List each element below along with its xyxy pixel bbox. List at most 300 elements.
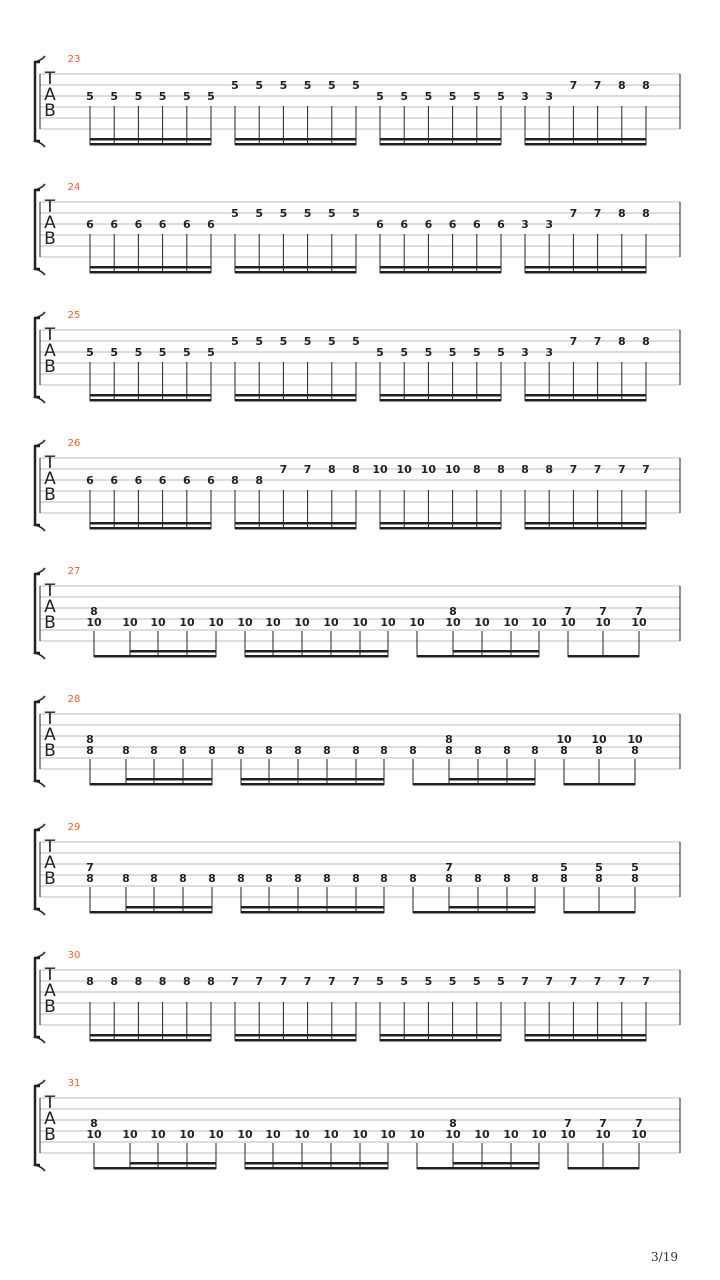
- fret-number: 10: [627, 733, 643, 746]
- fret-number: 10: [179, 616, 195, 629]
- fret-number: 5: [207, 90, 215, 103]
- fret-number: 3: [521, 346, 529, 359]
- tab-clef-letter: A: [44, 981, 56, 1001]
- fret-number: 5: [448, 90, 457, 103]
- fret-number: 6: [182, 474, 191, 487]
- fret-number: 8: [642, 335, 650, 348]
- tab-system-31: [35, 1078, 680, 1171]
- fret-number: 8: [445, 733, 453, 746]
- tab-system-29: [35, 822, 680, 915]
- fret-number: 8: [497, 463, 505, 476]
- fret-number: 10: [323, 1128, 339, 1141]
- beam-secondary: [380, 394, 501, 397]
- measure-number: 28: [67, 694, 81, 705]
- fret-number: 8: [208, 744, 216, 757]
- fret-number: 7: [642, 975, 650, 988]
- fret-number: 10: [591, 733, 607, 746]
- fret-number: 5: [352, 79, 360, 92]
- fret-number: 7: [564, 1117, 572, 1130]
- fret-number: 5: [424, 975, 433, 988]
- fret-number: 8: [560, 872, 568, 885]
- beam-secondary: [380, 522, 501, 525]
- fret-number: 5: [400, 90, 409, 103]
- beam-secondary: [235, 266, 356, 269]
- tab-clef-letter: T: [44, 197, 56, 217]
- fret-number: 8: [352, 463, 360, 476]
- fret-number: 8: [150, 744, 158, 757]
- fret-number: 8: [631, 872, 639, 885]
- beam-primary: [525, 271, 646, 274]
- fret-number: 5: [424, 346, 433, 359]
- system-bracket: [35, 830, 40, 909]
- beam-secondary: [90, 138, 211, 141]
- fret-number: 10: [86, 616, 102, 629]
- tab-clef-letter: T: [44, 1093, 56, 1113]
- fret-number: 7: [642, 463, 650, 476]
- fret-number: 8: [445, 744, 453, 757]
- fret-number: 10: [122, 616, 138, 629]
- fret-number: 7: [635, 1117, 643, 1130]
- fret-number: 7: [599, 1117, 607, 1130]
- fret-number: 5: [327, 79, 336, 92]
- tab-clef-letter: A: [44, 1109, 56, 1129]
- system-bracket: [35, 190, 40, 269]
- tab-clef-letter: A: [44, 725, 56, 745]
- fret-number: 6: [182, 218, 191, 231]
- system-bracket: [35, 446, 40, 525]
- fret-number: 10: [445, 616, 461, 629]
- measure-number: 25: [67, 310, 81, 321]
- beam-secondary: [126, 778, 212, 781]
- beam-secondary: [245, 650, 388, 653]
- fret-number: 7: [593, 79, 602, 92]
- fret-number: 7: [593, 975, 602, 988]
- fret-number: 5: [110, 346, 119, 359]
- fret-number: 8: [409, 872, 417, 885]
- fret-number: 7: [327, 975, 336, 988]
- beam-primary: [90, 271, 211, 274]
- fret-number: 10: [150, 1128, 166, 1141]
- tab-clef-letter: B: [44, 1125, 56, 1145]
- fret-number: 8: [86, 872, 94, 885]
- fret-number: 10: [444, 463, 461, 476]
- fret-number: 6: [86, 218, 94, 231]
- fret-number: 5: [400, 975, 409, 988]
- fret-number: 10: [409, 616, 425, 629]
- fret-number: 7: [593, 207, 602, 220]
- fret-number: 3: [545, 218, 554, 231]
- beam-primary: [245, 1167, 388, 1170]
- beam-primary: [564, 783, 635, 786]
- tab-clef-letter: A: [44, 853, 56, 873]
- beam-primary: [235, 527, 356, 530]
- fret-number: 8: [265, 744, 273, 757]
- page-number: 3/19: [651, 1250, 678, 1264]
- tab-clef-letter: B: [44, 741, 56, 761]
- fret-number: 8: [642, 207, 650, 220]
- fret-number: 5: [472, 975, 481, 988]
- fret-number: 7: [599, 605, 607, 618]
- fret-number: 8: [449, 1117, 457, 1130]
- beam-primary: [380, 143, 501, 146]
- fret-number: 10: [265, 1128, 281, 1141]
- measure-number: 29: [67, 822, 81, 833]
- fret-number: 10: [445, 1128, 461, 1141]
- fret-number: 8: [86, 733, 94, 746]
- beam-primary: [564, 911, 635, 914]
- beam-primary: [525, 399, 646, 402]
- tab-clef-letter: T: [44, 325, 56, 345]
- fret-number: 10: [380, 616, 396, 629]
- beam-primary: [525, 527, 646, 530]
- fret-number: 5: [376, 975, 384, 988]
- fret-number: 5: [279, 207, 288, 220]
- beam-primary: [380, 527, 501, 530]
- fret-number: 5: [303, 79, 312, 92]
- fret-number: 5: [352, 207, 360, 220]
- fret-number: 3: [521, 218, 529, 231]
- fret-number: 8: [182, 975, 191, 988]
- fret-number: 8: [445, 872, 453, 885]
- fret-number: 7: [279, 975, 288, 988]
- fret-number: 6: [158, 474, 167, 487]
- beam-secondary: [130, 650, 216, 653]
- beam-primary: [413, 783, 535, 786]
- fret-number: 8: [631, 744, 639, 757]
- tab-system-25: [35, 310, 680, 403]
- fret-number: 8: [90, 1117, 98, 1130]
- fret-number: 7: [593, 335, 602, 348]
- measure-number: 26: [67, 438, 81, 449]
- fret-number: 8: [531, 744, 539, 757]
- fret-number: 6: [158, 218, 167, 231]
- tab-clef-letter: T: [44, 709, 56, 729]
- fret-number: 5: [497, 90, 505, 103]
- fret-number: 7: [303, 975, 312, 988]
- fret-number: 8: [595, 872, 603, 885]
- fret-number: 6: [110, 474, 119, 487]
- fret-number: 6: [207, 218, 215, 231]
- fret-number: 10: [396, 463, 412, 476]
- fret-number: 5: [110, 90, 119, 103]
- fret-number: 5: [303, 207, 312, 220]
- fret-number: 3: [521, 90, 529, 103]
- fret-number: 10: [474, 1128, 490, 1141]
- beam-secondary: [130, 1162, 216, 1165]
- fret-number: 8: [150, 872, 158, 885]
- fret-number: 5: [158, 90, 167, 103]
- fret-number: 3: [545, 90, 554, 103]
- fret-number: 7: [303, 463, 312, 476]
- fret-number: 8: [472, 463, 481, 476]
- fret-number: 10: [380, 1128, 396, 1141]
- fret-number: 5: [352, 335, 360, 348]
- beam-primary: [380, 271, 501, 274]
- fret-number: 8: [617, 79, 626, 92]
- fret-number: 7: [255, 975, 264, 988]
- tab-clef-letter: A: [44, 341, 56, 361]
- fret-number: 5: [560, 861, 568, 874]
- fret-number: 8: [255, 474, 264, 487]
- fret-number: 5: [86, 90, 94, 103]
- beam-secondary: [525, 138, 646, 141]
- beam-secondary: [235, 1034, 356, 1037]
- measure-number: 31: [67, 1078, 81, 1089]
- fret-number: 5: [255, 79, 264, 92]
- beam-secondary: [525, 266, 646, 269]
- fret-number: 8: [179, 872, 187, 885]
- fret-number: 10: [503, 1128, 519, 1141]
- beam-primary: [90, 143, 211, 146]
- beam-secondary: [449, 906, 535, 909]
- fret-number: 8: [86, 975, 94, 988]
- fret-number: 6: [472, 218, 481, 231]
- fret-number: 8: [231, 474, 239, 487]
- fret-number: 5: [255, 207, 264, 220]
- beam-secondary: [235, 522, 356, 525]
- tab-clef-letter: T: [44, 965, 56, 985]
- tab-clef-letter: B: [44, 357, 56, 377]
- measure-number: 30: [67, 950, 81, 961]
- fret-number: 10: [294, 1128, 310, 1141]
- fret-number: 8: [90, 605, 98, 618]
- fret-number: 5: [472, 346, 481, 359]
- fret-number: 8: [352, 744, 360, 757]
- tab-system-23: [35, 54, 680, 147]
- beam-primary: [90, 783, 212, 786]
- beam-primary: [417, 655, 539, 658]
- fret-number: 7: [593, 463, 602, 476]
- fret-number: 8: [409, 744, 417, 757]
- fret-number: 8: [380, 872, 388, 885]
- fret-number: 7: [86, 861, 94, 874]
- fret-number: 10: [86, 1128, 102, 1141]
- beam-primary: [568, 1167, 639, 1170]
- fret-number: 5: [400, 346, 409, 359]
- fret-number: 8: [208, 872, 216, 885]
- fret-number: 10: [560, 616, 576, 629]
- fret-number: 8: [134, 975, 143, 988]
- fret-number: 5: [327, 207, 336, 220]
- fret-number: 8: [474, 744, 482, 757]
- beam-secondary: [90, 266, 211, 269]
- tab-clef-letter: B: [44, 869, 56, 889]
- fret-number: 6: [134, 474, 143, 487]
- fret-number: 10: [265, 616, 281, 629]
- beam-primary: [90, 527, 211, 530]
- tab-system-24: [35, 182, 680, 275]
- fret-number: 5: [182, 90, 191, 103]
- fret-number: 5: [327, 335, 336, 348]
- system-bracket: [35, 1086, 40, 1165]
- fret-number: 10: [531, 616, 547, 629]
- beam-primary: [241, 783, 384, 786]
- tab-clef-letter: A: [44, 213, 56, 233]
- fret-number: 5: [424, 90, 433, 103]
- fret-number: 10: [595, 616, 611, 629]
- fret-number: 7: [521, 975, 529, 988]
- fret-number: 10: [372, 463, 388, 476]
- beam-secondary: [525, 394, 646, 397]
- beam-secondary: [235, 394, 356, 397]
- beam-secondary: [453, 1162, 539, 1165]
- beam-primary: [241, 911, 384, 914]
- fret-number: 10: [323, 616, 339, 629]
- fret-number: 7: [569, 975, 578, 988]
- beam-primary: [90, 399, 211, 402]
- fret-number: 10: [631, 616, 647, 629]
- fret-number: 10: [352, 616, 368, 629]
- system-bracket: [35, 318, 40, 397]
- tab-system-27: [35, 566, 680, 659]
- system-bracket: [35, 62, 40, 141]
- fret-number: 7: [569, 79, 578, 92]
- fret-number: 10: [474, 616, 490, 629]
- beam-secondary: [241, 778, 384, 781]
- beam-secondary: [380, 138, 501, 141]
- fret-number: 8: [560, 744, 568, 757]
- fret-number: 5: [207, 346, 215, 359]
- fret-number: 8: [237, 744, 245, 757]
- beam-primary: [235, 271, 356, 274]
- fret-number: 5: [231, 79, 239, 92]
- fret-number: 8: [545, 463, 554, 476]
- system-bracket: [35, 702, 40, 781]
- fret-number: 8: [617, 207, 626, 220]
- fret-number: 8: [179, 744, 187, 757]
- fret-number: 8: [521, 463, 529, 476]
- fret-number: 8: [474, 872, 482, 885]
- beam-primary: [380, 399, 501, 402]
- beam-secondary: [449, 778, 535, 781]
- beam-primary: [413, 911, 535, 914]
- fret-number: 8: [503, 872, 511, 885]
- fret-number: 7: [445, 861, 453, 874]
- beam-secondary: [453, 650, 539, 653]
- fret-number: 6: [424, 218, 433, 231]
- fret-number: 8: [237, 872, 245, 885]
- beam-secondary: [525, 1034, 646, 1037]
- fret-number: 8: [207, 975, 215, 988]
- fret-number: 10: [409, 1128, 425, 1141]
- fret-number: 8: [531, 872, 539, 885]
- tab-clef-letter: B: [44, 101, 56, 121]
- beam-secondary: [126, 906, 212, 909]
- fret-number: 10: [352, 1128, 368, 1141]
- beam-primary: [245, 655, 388, 658]
- fret-number: 5: [472, 90, 481, 103]
- fret-number: 7: [231, 975, 239, 988]
- fret-number: 8: [352, 872, 360, 885]
- fret-number: 7: [569, 335, 578, 348]
- tab-clef-letter: B: [44, 613, 56, 633]
- tab-clef-letter: T: [44, 453, 56, 473]
- fret-number: 5: [631, 861, 639, 874]
- tab-clef-letter: T: [44, 69, 56, 89]
- fret-number: 7: [617, 463, 626, 476]
- fret-number: 5: [595, 861, 603, 874]
- beam-primary: [525, 1039, 646, 1042]
- fret-number: 10: [122, 1128, 138, 1141]
- tab-clef-letter: T: [44, 581, 56, 601]
- beam-secondary: [241, 906, 384, 909]
- fret-number: 7: [635, 605, 643, 618]
- measure-number: 27: [67, 566, 81, 577]
- fret-number: 8: [294, 872, 302, 885]
- fret-number: 6: [400, 218, 409, 231]
- fret-number: 8: [617, 335, 626, 348]
- fret-number: 8: [503, 744, 511, 757]
- beam-secondary: [90, 1034, 211, 1037]
- fret-number: 10: [595, 1128, 611, 1141]
- fret-number: 5: [231, 207, 239, 220]
- fret-number: 7: [352, 975, 360, 988]
- system-bracket: [35, 958, 40, 1037]
- fret-number: 10: [237, 616, 253, 629]
- fret-number: 8: [642, 79, 650, 92]
- fret-number: 10: [150, 616, 166, 629]
- tab-clef-letter: B: [44, 485, 56, 505]
- tab-clef-letter: A: [44, 85, 56, 105]
- beam-secondary: [245, 1162, 388, 1165]
- tab-clef-letter: B: [44, 229, 56, 249]
- fret-number: 10: [237, 1128, 253, 1141]
- fret-number: 10: [208, 1128, 224, 1141]
- fret-number: 5: [448, 975, 457, 988]
- fret-number: 10: [420, 463, 437, 476]
- fret-number: 5: [231, 335, 239, 348]
- fret-number: 3: [545, 346, 554, 359]
- fret-number: 5: [182, 346, 191, 359]
- fret-number: 7: [617, 975, 626, 988]
- fret-number: 5: [279, 335, 288, 348]
- tab-clef-letter: A: [44, 469, 56, 489]
- fret-number: 10: [531, 1128, 547, 1141]
- tab-clef-letter: A: [44, 597, 56, 617]
- fret-number: 10: [560, 1128, 576, 1141]
- fret-number: 8: [158, 975, 167, 988]
- fret-number: 8: [122, 744, 130, 757]
- fret-number: 8: [449, 605, 457, 618]
- fret-number: 7: [564, 605, 572, 618]
- fret-number: 10: [631, 1128, 647, 1141]
- fret-number: 8: [595, 744, 603, 757]
- beam-primary: [235, 143, 356, 146]
- fret-number: 10: [556, 733, 572, 746]
- tab-clef-letter: T: [44, 837, 56, 857]
- beam-secondary: [380, 266, 501, 269]
- beam-secondary: [235, 138, 356, 141]
- fret-number: 8: [323, 872, 331, 885]
- fret-number: 10: [294, 616, 310, 629]
- beam-primary: [568, 655, 639, 658]
- beam-primary: [235, 1039, 356, 1042]
- fret-number: 6: [376, 218, 384, 231]
- fret-number: 10: [179, 1128, 195, 1141]
- tab-system-26: [35, 438, 680, 531]
- beam-secondary: [525, 522, 646, 525]
- fret-number: 5: [303, 335, 312, 348]
- fret-number: 5: [448, 346, 457, 359]
- tab-system-30: [35, 950, 680, 1043]
- fret-number: 8: [294, 744, 302, 757]
- fret-number: 7: [279, 463, 288, 476]
- fret-number: 5: [86, 346, 94, 359]
- fret-number: 8: [110, 975, 119, 988]
- fret-number: 7: [569, 463, 578, 476]
- beam-primary: [235, 399, 356, 402]
- fret-number: 5: [376, 346, 384, 359]
